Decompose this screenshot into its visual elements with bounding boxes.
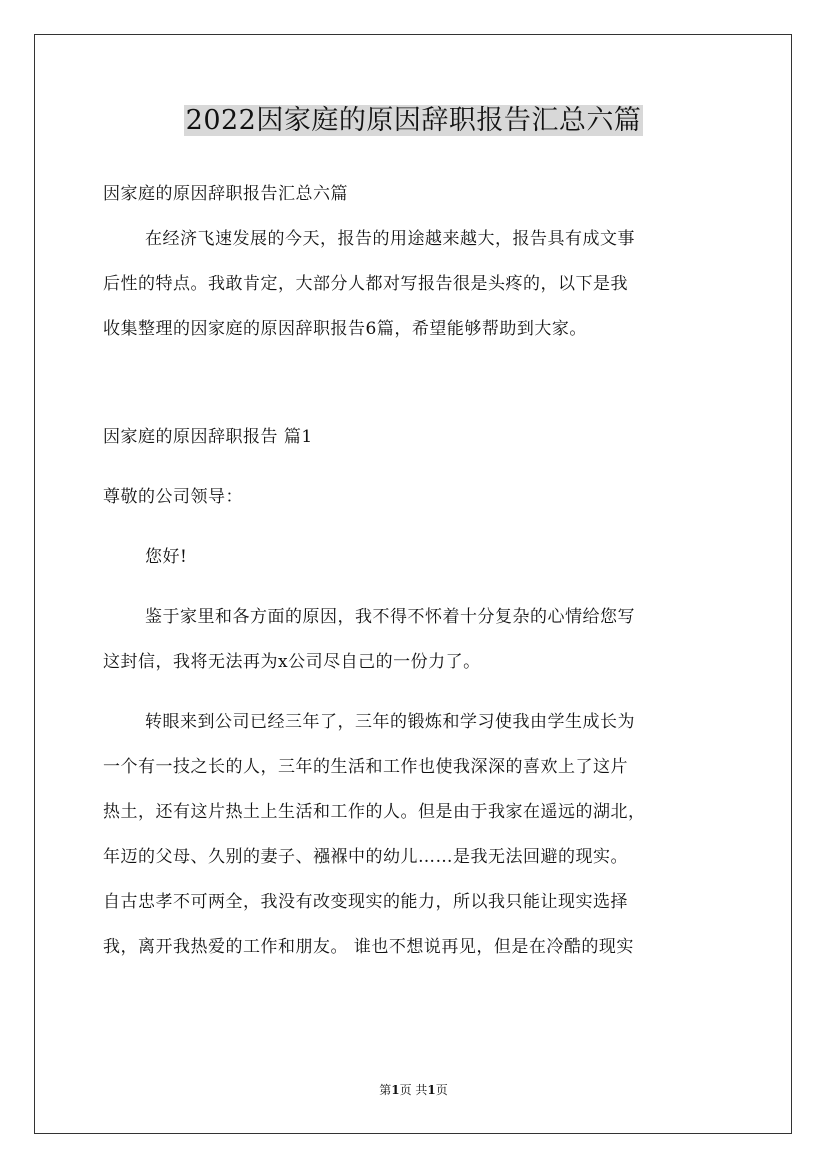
paragraph-spacer [103,685,725,700]
section-heading: 因家庭的原因辞职报告 篇1 [103,427,313,447]
intro-line: 收集整理的因家庭的原因辞职报告6篇，希望能够帮助到大家。 [103,319,587,339]
paragraph-line: 我，离开我热爱的工作和朋友。 谁也不想说再见，但是在冷酷的现实 [103,937,634,957]
paragraph-line: 一个有一技之长的人，三年的生活和工作也使我深深的喜欢上了这片 [103,757,628,777]
intro-line: 后性的特点。我敢肯定，大部分人都对写报告很是头疼的，以下是我 [103,274,628,294]
letter-paragraph-2 [103,700,725,970]
paragraph-line: 这封信，我将无法再为x公司尽自己的一份力了。 [103,652,481,672]
document-title-text: 2022因家庭的原因辞职报告汇总六篇 [185,105,642,136]
page-total-number: 1 [427,1083,436,1097]
paragraph-line: 鉴于家里和各方面的原因，我不得不怀着十分复杂的心情给您写 [145,607,635,627]
greeting-spacer [103,580,725,595]
document-body [103,172,725,970]
letter-paragraph-1 [103,595,725,685]
heading-spacer [103,460,725,475]
salutation-spacer [103,520,725,535]
intro-paragraph [103,217,725,352]
page-current-number: 1 [391,1083,400,1097]
paragraph-line: 转眼来到公司已经三年了，三年的锻炼和学习使我由学生成长为 [145,712,635,732]
paragraph-line: 年迈的父母、久别的妻子、襁褓中的幼儿……是我无法回避的现实。 [103,847,628,867]
document-subtitle: 因家庭的原因辞职报告汇总六篇 [103,184,348,204]
section-spacer [103,352,725,415]
paragraph-line: 热土，还有这片热土上生活和工作的人。但是由于我家在遥远的湖北， [103,802,646,822]
page-footer [0,1080,827,1100]
page-mid: 页 共 [399,1083,428,1097]
paragraph-line: 自古忠孝不可两全，我没有改变现实的能力，所以我只能让现实选择 [103,892,628,912]
greeting: 您好! [145,547,188,567]
intro-line: 在经济飞速发展的今天，报告的用途越来越大，报告具有成文事 [145,229,635,249]
page-suffix: 页 [435,1083,448,1097]
page-prefix: 第 [379,1083,392,1097]
salutation: 尊敬的公司领导： [103,487,243,507]
document-title [0,101,827,141]
